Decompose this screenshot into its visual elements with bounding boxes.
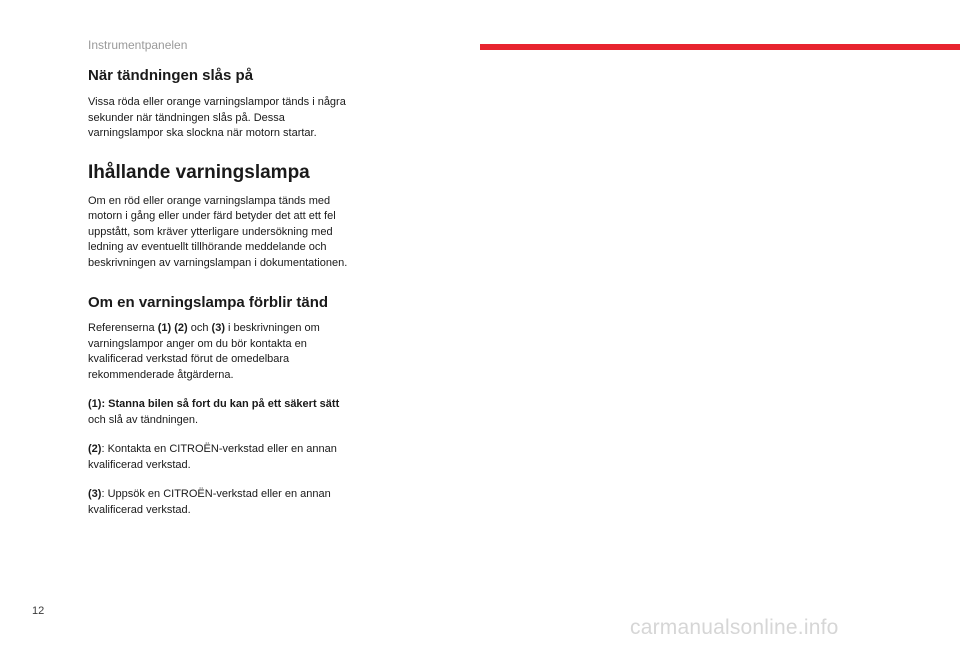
intro-mid: och (187, 322, 212, 334)
intro-before: Referenserna (88, 322, 158, 334)
ref-3: (3) (211, 322, 225, 334)
page-content (88, 68, 350, 518)
watermark: carmanualsonline.info (630, 616, 839, 639)
section2-title: Ihållande varningslampa (88, 161, 310, 183)
ref-1: (1) (157, 322, 172, 334)
intro-after: i beskrivningen om varningslampor anger om du bör kontakta en kvalificerad verkstad förut de omedelbara rekommenderade åtgärderna. (88, 322, 320, 381)
page-number: 12 (32, 605, 45, 617)
item-3-ref: (3) (88, 488, 102, 500)
item-3 (88, 487, 350, 518)
section2-body: Om en röd eller orange varningslampa tänds med motorn i gång eller under färd betyder det att ett fel uppstått, som kräver ytterligare undersökning med ledning av eventuellt tillhörande meddelande och beskrivningen av varningslampan i dokumentationen. (88, 194, 348, 269)
item-2 (88, 442, 350, 473)
item-2-text: : Kontakta en CITROËN-verkstad eller en annan kvalificerad verkstad. (88, 443, 337, 471)
item-1-ref: (1) (88, 398, 102, 410)
section1-title: När tändningen slås på (88, 67, 254, 84)
item-1 (88, 397, 350, 428)
item-2-ref: (2) (88, 443, 102, 455)
ref-2: (2) (174, 322, 188, 334)
header-accent-bar (480, 44, 960, 50)
item-3-text: : Uppsök en CITROËN-verkstad eller en annan kvalificerad verkstad. (88, 488, 331, 516)
item-1-rest: och slå av tändningen. (88, 413, 199, 426)
section3-intro (88, 321, 350, 383)
section-header-label: Instrumentpanelen (88, 38, 188, 52)
item-1-bold: : Stanna bilen så fort du kan på ett säkert sätt (101, 398, 340, 410)
section1-body: Vissa röda eller orange varningslampor tänds i några sekunder när tändningen slås på. Dessa varningslampor ska slockna när motorn startar. (88, 96, 346, 139)
section3-title: Om en varningslampa förblir tänd (88, 294, 329, 311)
